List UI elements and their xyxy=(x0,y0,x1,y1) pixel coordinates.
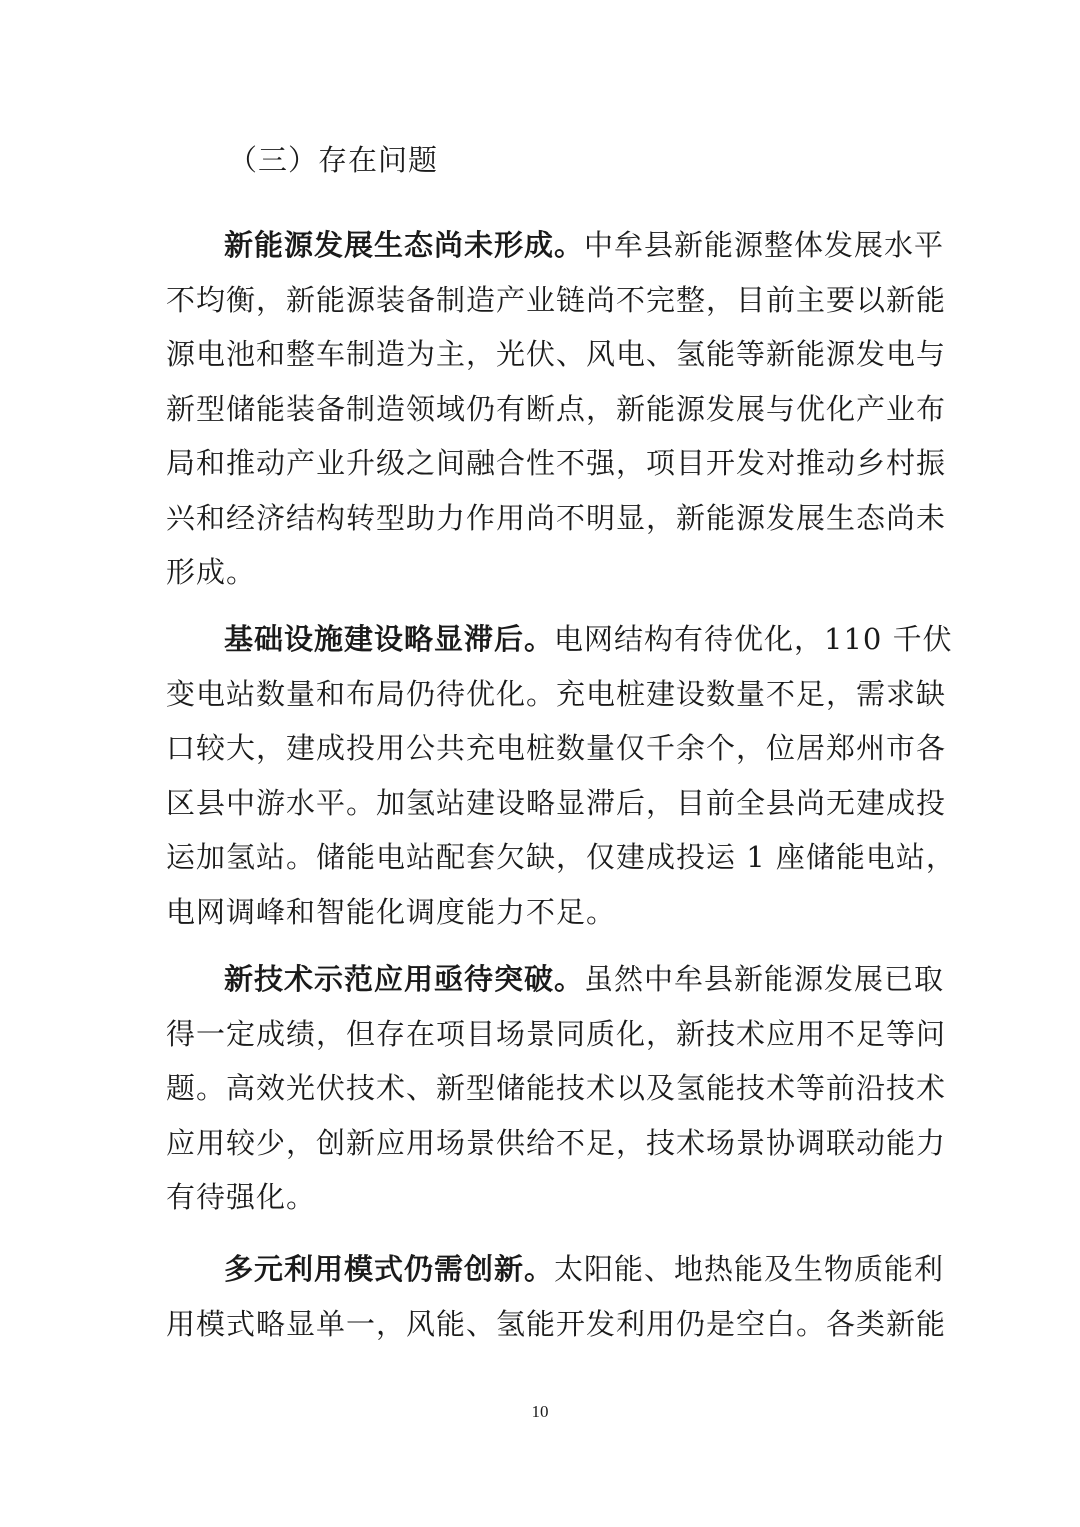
paragraph-line: 用模式略显单一，风能、氢能开发利用仍是空白。各类新能 xyxy=(166,1306,947,1341)
paragraph-line: 新型储能装备制造领域仍有断点，新能源发展与优化产业布 xyxy=(166,391,947,426)
paragraph-line: 源电池和整车制造为主，光伏、风电、氢能等新能源发电与 xyxy=(166,337,947,371)
paragraph-lead: 基础设施建设略显滞后。 xyxy=(224,622,555,656)
paragraph-line: 变电站数量和布局仍待优化。充电桩建设数量不足，需求缺 xyxy=(166,676,947,711)
paragraph-infrastructure xyxy=(166,612,956,939)
paragraph-lead: 新能源发展生态尚未形成。 xyxy=(224,228,585,262)
page-number: 10 xyxy=(531,1402,549,1421)
paragraph-line: 不均衡，新能源装备制造产业链尚不完整，目前主要以新能 xyxy=(166,282,947,317)
paragraph-lead: 新技术示范应用亟待突破。 xyxy=(224,962,585,996)
paragraph-text: 太阳能、地热能及生物质能利 xyxy=(554,1252,945,1286)
paragraph-line xyxy=(166,612,953,667)
paragraph-line: 有待强化。 xyxy=(166,1180,317,1214)
paragraph-ecosystem xyxy=(166,218,947,600)
paragraph-line xyxy=(166,952,945,1007)
paragraph-line: 应用较少，创新应用场景供给不足，技术场景协调联动能力 xyxy=(166,1125,947,1160)
paragraph-text: 电网结构有待优化，110 千伏 xyxy=(554,622,953,656)
paragraph-line: 兴和经济结构转型助力作用尚不明显，新能源发展生态尚未 xyxy=(166,500,947,535)
paragraph-line: 局和推动产业升级之间融合性不强，项目开发对推动乡村振 xyxy=(166,446,947,480)
paragraph-utilization-modes xyxy=(166,1242,947,1351)
paragraph-text: 虽然中牟县新能源发展已取 xyxy=(584,962,945,996)
paragraph-line xyxy=(166,1242,945,1297)
paragraph-line: 题。高效光伏技术、新型储能技术以及氢能技术等前沿技术 xyxy=(166,1071,947,1105)
paragraph-line: 区县中游水平。加氢站建设略显滞后，目前全县尚无建成投 xyxy=(166,785,947,820)
paragraph-line: 电网调峰和智能化调度能力不足。 xyxy=(166,894,617,929)
paragraph-line xyxy=(166,218,945,273)
paragraph-line: 得一定成绩，但存在项目场景同质化，新技术应用不足等问 xyxy=(166,1016,947,1051)
paragraph-new-technology xyxy=(166,952,947,1225)
paragraph-lead: 多元利用模式仍需创新。 xyxy=(224,1252,555,1286)
section-heading: （三）存在问题 xyxy=(228,143,439,177)
paragraph-line: 运加氢站。储能电站配套欠缺，仅建成投运 1 座储能电站， xyxy=(166,840,956,874)
paragraph-line: 口较大，建成投用公共充电桩数量仅千余个，位居郑州市各 xyxy=(166,731,947,765)
paragraph-line: 形成。 xyxy=(166,555,257,589)
paragraph-text: 中牟县新能源整体发展水平 xyxy=(584,228,945,262)
